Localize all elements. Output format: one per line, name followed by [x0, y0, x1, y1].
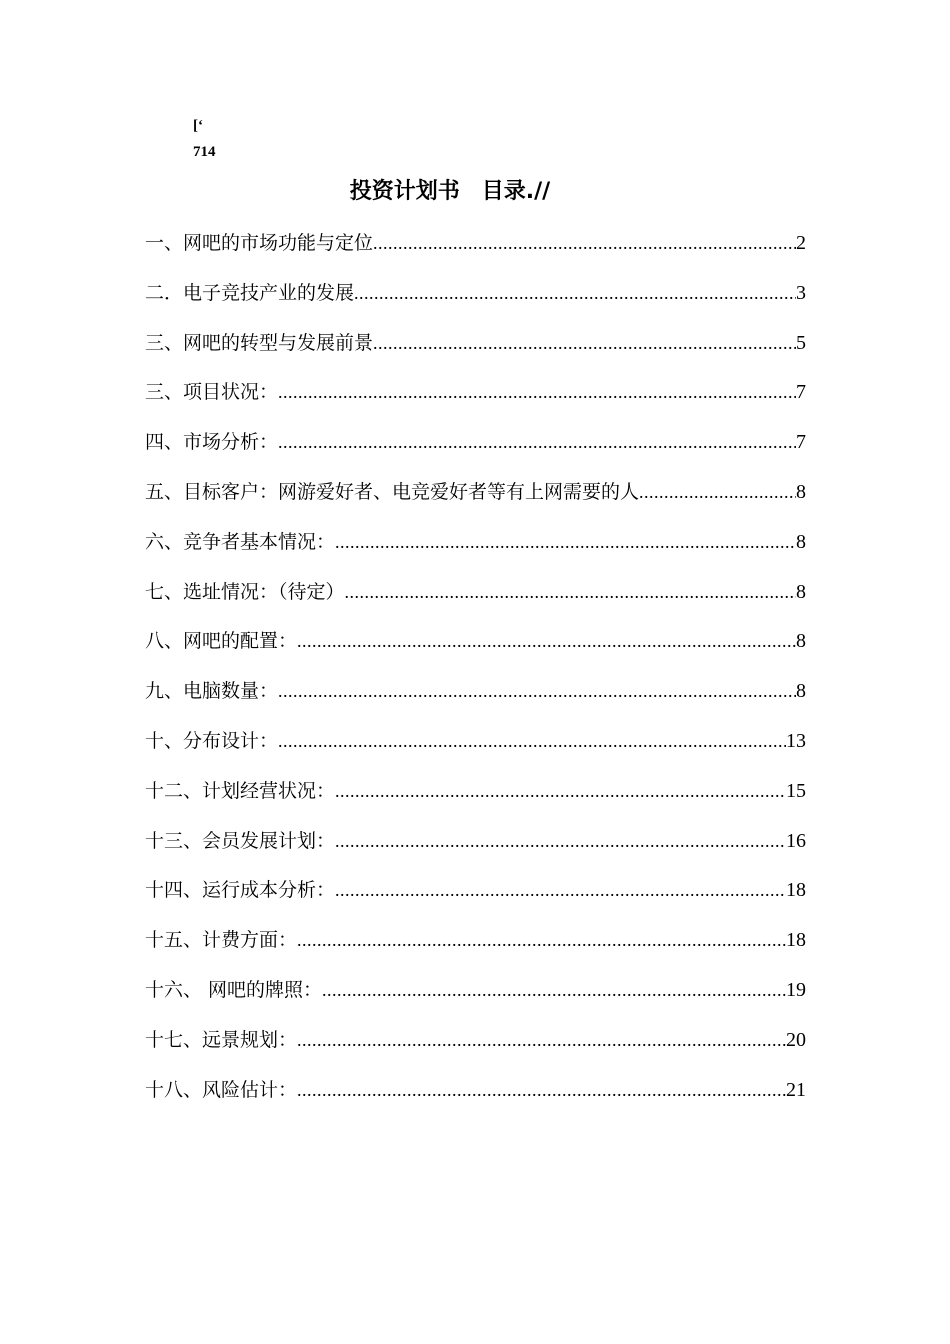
toc-entry-page: 19 [786, 978, 806, 1001]
toc-dot-leader [335, 831, 786, 852]
toc-entry-label: 十六、 网吧的牌照： [145, 978, 323, 1001]
toc-dot-leader [297, 1080, 786, 1101]
toc-entry[interactable] [145, 1025, 806, 1075]
header-mark: [‘ [193, 118, 203, 134]
toc-entry[interactable] [145, 826, 806, 876]
toc-entry-page: 8 [796, 580, 806, 603]
toc-heading: 目录.// [481, 179, 551, 204]
toc-dot-leader [335, 880, 786, 901]
toc-entry-label: 七、选址情况：（待定） [145, 580, 345, 603]
toc-dot-leader [297, 631, 796, 652]
toc-dot-leader [297, 1030, 786, 1051]
toc-entry-label: 十二、计划经营状况： [145, 779, 336, 802]
toc-entry[interactable] [145, 477, 806, 527]
toc-entry-label: 十八、风险估计： [145, 1078, 298, 1101]
toc-entry-label: 九、电脑数量： [145, 680, 279, 703]
toc-dot-leader [345, 582, 796, 603]
toc-dot-leader [278, 681, 796, 702]
toc-entry-label: 十、分布设计： [145, 729, 279, 752]
page-title [0, 174, 900, 205]
table-of-contents [145, 228, 806, 1124]
toc-entry-label: 十七、远景规划： [145, 1028, 298, 1051]
toc-entry-label: 十四、运行成本分析： [145, 879, 336, 902]
toc-entry-page: 16 [786, 829, 806, 852]
toc-dot-leader [278, 432, 796, 453]
toc-entry-page: 8 [796, 680, 806, 703]
toc-dot-leader [373, 233, 796, 254]
toc-entry[interactable] [145, 577, 806, 627]
toc-entry[interactable] [145, 278, 806, 328]
toc-entry-label: 六、竞争者基本情况： [145, 530, 336, 553]
toc-entry[interactable] [145, 875, 806, 925]
toc-entry[interactable] [145, 676, 806, 726]
toc-entry-page: 5 [796, 331, 806, 354]
toc-entry[interactable] [145, 427, 806, 477]
toc-dot-leader [335, 781, 786, 802]
toc-entry-label: 三、项目状况： [145, 381, 279, 404]
toc-entry-label: 二．电子竞技产业的发展 [145, 281, 355, 304]
toc-entry-page: 21 [786, 1078, 806, 1101]
toc-entry-page: 8 [796, 480, 806, 503]
toc-entry[interactable] [145, 925, 806, 975]
toc-entry-page: 7 [796, 381, 806, 404]
toc-entry-label: 十五、计费方面： [145, 929, 298, 952]
toc-entry-page: 3 [796, 281, 806, 304]
toc-entry-page: 8 [796, 530, 806, 553]
toc-entry[interactable] [145, 328, 806, 378]
toc-entry[interactable] [145, 726, 806, 776]
toc-entry-page: 8 [796, 630, 806, 653]
toc-entry[interactable] [145, 228, 806, 278]
toc-dot-leader [335, 532, 796, 553]
toc-dot-leader [373, 333, 796, 354]
toc-entry[interactable] [145, 626, 806, 676]
toc-entry[interactable] [145, 527, 806, 577]
toc-entry-page: 18 [786, 929, 806, 952]
toc-dot-leader [278, 731, 786, 752]
toc-entry-label: 十三、会员发展计划： [145, 829, 336, 852]
toc-dot-leader [322, 980, 786, 1001]
toc-dot-leader [297, 930, 786, 951]
toc-entry[interactable] [145, 1075, 806, 1125]
toc-entry[interactable] [145, 975, 806, 1025]
toc-dot-leader [278, 382, 796, 403]
toc-entry-page: 2 [796, 232, 806, 254]
toc-entry-page: 20 [786, 1028, 806, 1051]
toc-entry-page: 7 [796, 431, 806, 454]
toc-entry-label: 八、网吧的配置： [145, 630, 298, 653]
document-title: 投资计划书 [349, 179, 460, 204]
header-number: 714 [193, 144, 216, 160]
toc-entry-label: 三、网吧的转型与发展前景 [145, 331, 374, 354]
toc-entry-page: 18 [786, 879, 806, 902]
toc-entry-label: 四、市场分析： [145, 431, 279, 454]
toc-dot-leader [354, 283, 796, 304]
toc-entry-page: 15 [786, 779, 806, 802]
toc-entry-page: 13 [786, 729, 806, 752]
toc-entry-label: 一、网吧的市场功能与定位 [145, 232, 374, 254]
toc-entry[interactable] [145, 776, 806, 826]
toc-entry[interactable] [145, 377, 806, 427]
toc-entry-label: 五、目标客户：网游爱好者、电竞爱好者等有上网需要的人 [145, 480, 640, 503]
toc-dot-leader [639, 482, 796, 503]
